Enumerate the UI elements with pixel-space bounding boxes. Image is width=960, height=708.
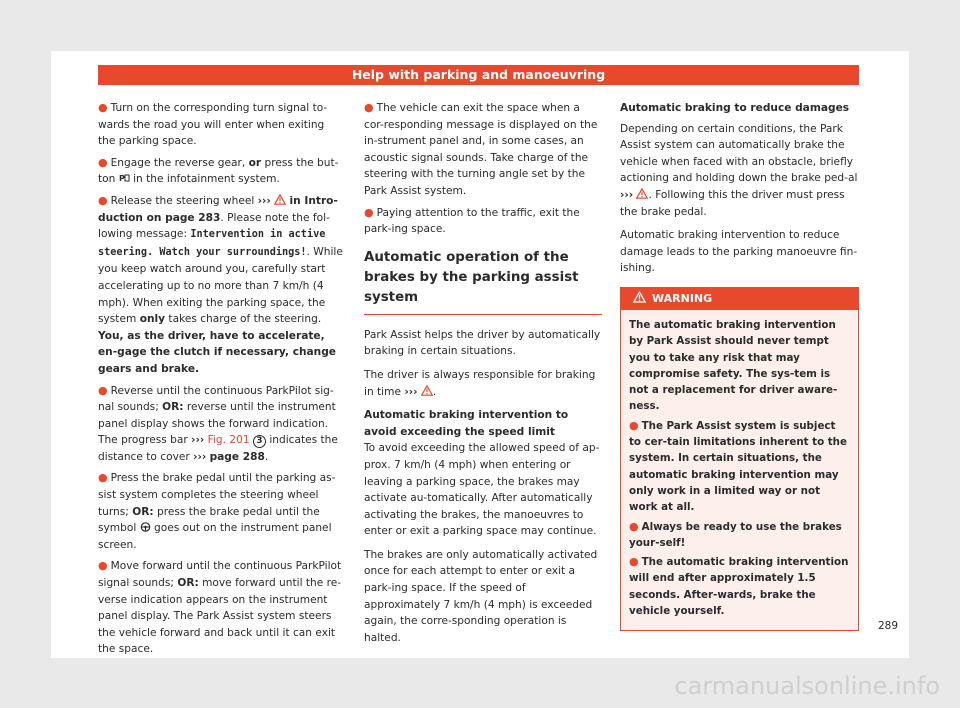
subheading: Automatic braking to reduce damages bbox=[620, 102, 850, 114]
paragraph: Park Assist helps the driver by automatically braking in certain situations. bbox=[364, 328, 601, 358]
page-reference-link[interactable]: page 288 bbox=[209, 450, 265, 463]
steering-symbol-icon bbox=[140, 522, 151, 532]
list-item: ● Release the steering wheel ››› in Intro-duction on page 283. Please note the fol-lowing message: Intervention in active steering. Watch your surroundings!. While you keep watch around you, carefully start accelerating up to no more than 7 km/h (4 mph). When exiting the parking space, the system only takes charge of the steering. You, as the driver, have to accelerate, en-gage the clutch if necessary, change gears and brake. bbox=[98, 193, 343, 375]
list-item: ● Turn on the corresponding turn signal to-wards the road you will enter when exiting the parking space. bbox=[98, 101, 328, 148]
park-assist-icon bbox=[119, 173, 130, 183]
page-reference-link[interactable]: in Intro-duction on page 283 bbox=[98, 194, 338, 224]
column-middle bbox=[364, 100, 602, 653]
warning-header: WARNING bbox=[621, 288, 858, 310]
list-item: ● Paying attention to the traffic, exit the park-ing space. bbox=[364, 205, 580, 236]
warning-body bbox=[621, 310, 858, 630]
bullet-icon: ● bbox=[98, 471, 108, 485]
list-item: ● Press the brake pedal until the parking as-sist system completes the steering wheel turns; OR: press the brake pedal until the symbol goes out on the instrument panel screen. bbox=[98, 471, 336, 551]
bullet-icon: ● bbox=[364, 205, 374, 219]
column-left bbox=[98, 100, 343, 663]
warning-triangle-icon bbox=[274, 194, 286, 205]
list-item: ● Reverse until the continuous ParkPilot sig-nal sounds; OR: reverse until the instrument panel display shows the forward indication. The progress bar ››› Fig. 201 3 indicates the distance to cover ››› page 288. bbox=[98, 383, 338, 463]
page-header: Help with parking and manoeuvring bbox=[98, 65, 859, 85]
callout-number: 3 bbox=[253, 435, 266, 448]
column-right bbox=[620, 100, 859, 631]
warning-paragraph: The automatic braking intervention by Park Assist should never tempt you to take any risk that may compromise safety. The sys-tem is not a replacement for driver aware-ness. bbox=[629, 318, 838, 413]
list-item: ● Move forward until the continuous ParkPilot signal sounds; OR: move forward until the re-verse indication appears on the instrument panel display. The Park Assist system steers the vehicle forward and back until it can exit the space. bbox=[98, 559, 342, 656]
warning-box bbox=[620, 287, 859, 631]
bullet-icon: ● bbox=[629, 519, 639, 533]
bullet-icon: ● bbox=[98, 193, 108, 207]
bullet-icon: ● bbox=[629, 555, 639, 569]
svg-text:P: P bbox=[118, 174, 125, 184]
list-item: ● The vehicle can exit the space when a cor-responding message is displayed on the in-strument panel and, in some cases, an acoustic signal sounds. Take charge of the steering with the turning angle set by the Park Assist system. bbox=[364, 101, 598, 197]
bullet-icon: ● bbox=[98, 101, 108, 114]
warning-item: ● The automatic braking intervention will end after approximately 1.5 seconds. After-wards, brake the vehicle yourself. bbox=[629, 555, 849, 617]
system-message: Intervention in active steering. Watch your surroundings! bbox=[98, 229, 326, 258]
list-item: ● Engage the reverse gear, or press the but-ton P in the infotainment system. bbox=[98, 155, 339, 186]
warning-triangle-icon bbox=[636, 188, 648, 199]
section-heading: Automatic operation of the brakes by the parking assist system bbox=[364, 248, 602, 315]
watermark: carmanualsonline.info bbox=[674, 672, 940, 700]
paragraph: The brakes are only automatically activated once for each attempt to enter or exit a park-ing space. If the speed of approximately 7 km/h (4 mph) is exceeded again, the corre-sponding operation is halted. bbox=[364, 548, 598, 644]
warning-item: ● The Park Assist system is subject to cer-tain limitations inherent to the system. In certain situations, the automatic braking intervention may only work in a limited way or not work at all. bbox=[629, 418, 847, 514]
paragraph: To avoid exceeding the allowed speed of ap-prox. 7 km/h (4 mph) when entering or leaving a parking space, the brakes may activate au-tomatically. After automatically activating the brakes, the manoeuvres to enter or exit a parking space may continue. bbox=[364, 442, 600, 538]
warning-triangle-icon bbox=[421, 385, 433, 396]
warning-item: ● Always be ready to use the brakes your-self! bbox=[629, 519, 842, 549]
bullet-icon: ● bbox=[98, 155, 108, 169]
bullet-icon: ● bbox=[98, 383, 108, 397]
paragraph: Depending on certain conditions, the Park Assist system can automatically brake the vehicle when faced with an obstacle, briefly actioning and holding down the brake ped-al ››› . Following this the driver must press the brake pedal. bbox=[620, 122, 858, 218]
bullet-icon: ● bbox=[629, 418, 639, 432]
figure-reference-link[interactable]: Fig. 201 bbox=[207, 434, 250, 447]
paragraph: The driver is always responsible for braking in time ››› . bbox=[364, 368, 596, 398]
warning-triangle-icon bbox=[633, 291, 646, 303]
subheading: Automatic braking intervention to avoid exceeding the speed limit bbox=[364, 409, 569, 438]
bullet-icon: ● bbox=[98, 559, 108, 573]
page-number: 289 bbox=[878, 620, 899, 632]
paragraph: Automatic braking intervention to reduce damage leads to the parking manoeuvre fin-ishing. bbox=[620, 229, 858, 275]
bullet-icon: ● bbox=[364, 101, 374, 114]
